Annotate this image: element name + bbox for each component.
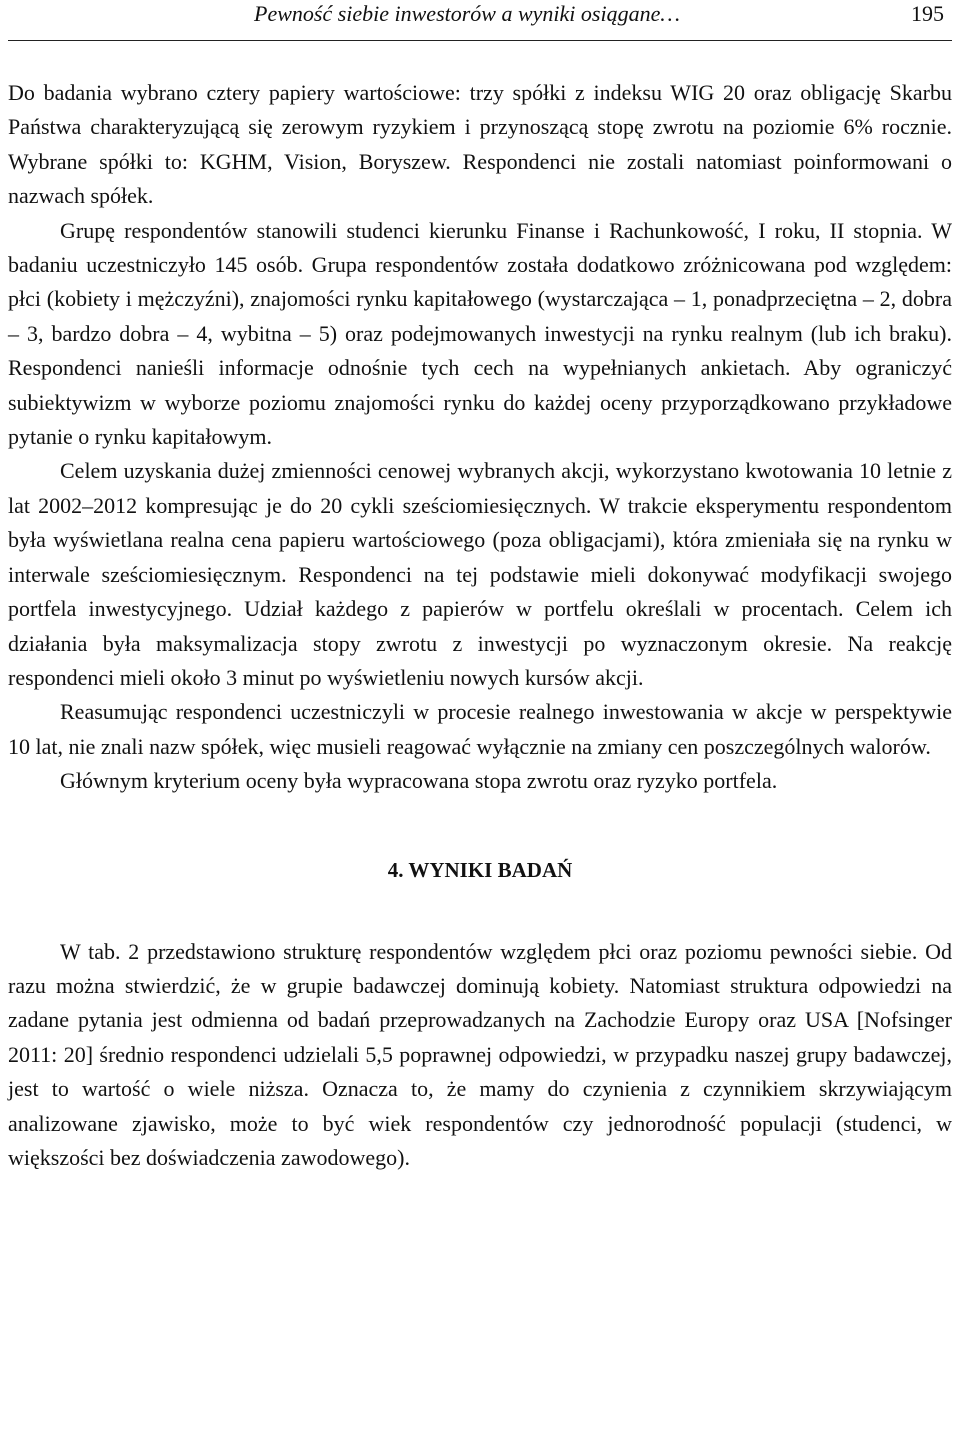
section-heading: 4. WYNIKI BADAŃ (387, 857, 573, 882)
running-header (8, 0, 952, 41)
body-text (8, 76, 952, 1175)
paragraph: Reasumując respondenci uczestniczyli w procesie realnego inwestowania w akcje w perspektywie 10 lat, nie znali nazw spółek, więc musieli reagować wyłącznie na zmiany cen poszczególnych walorów. (8, 699, 952, 759)
paragraph: Głównym kryterium oceny była wypracowana stopa zwrotu oraz ryzyko portfela. (60, 768, 778, 794)
paragraph: Grupę respondentów stanowili studenci kierunku Finanse i Rachunkowość, I roku, II stopnia. W badaniu uczestniczyło 145 osób. Grupa respondentów została dodatkowo zróżnicowana pod względem: płci (kobiety i mężczyźni), znajomości rynku kapitałowego (wystarczająca – 1, ponadprzeciętna – 2, dobra – 3, bardzo dobra – 4, wybitna – 5) oraz podejmowanych inwestycji na rynku realnym (lub ich braku). Respondenci nanieśli informacje odnośnie tych cech na wypełnianych ankietach. Aby ograniczyć subiektywizm w wyborze poziomu znajomości rynku do każdej oceny przyporządkowano przykładowe pytanie o rynku kapitałowym. (8, 217, 952, 450)
paragraph: Do badania wybrano cztery papiery wartościowe: trzy spółki z indeksu WIG 20 oraz obligację Skarbu Państwa charakteryzującą się zerowym ryzykiem i przynoszącą stopę zwrotu na poziomie 6% rocznie. Wybrane spółki to: KGHM, Vision, Boryszew. Respondenci nie zostali natomiast poinformowani o nazwach spółek. (8, 80, 952, 209)
paragraph: W tab. 2 przedstawiono strukturę respondentów względem płci oraz poziomu pewności siebie. Od razu można stwierdzić, że w grupie badawczej dominują kobiety. Natomiast struktura odpowiedzi na zadane pytania jest odmienna od badań przeprowadzanych na Zachodzie Europy oraz USA [Nofsinger 2011: 20] średnio respondenci udzielali 5,5 poprawnej odpowiedzi, w przypadku naszej grupy badawczej, jest to wartość o wiele niższa. Oznacza to, że mamy do czynienia z czynnikiem skrzywiającym analizowane zjawisko, może to być wiek respondentów czy jednorodność populacji (studenci, w większości bez doświadczenia zawodowego). (8, 938, 952, 1170)
page-number: 195 (911, 1, 944, 26)
paragraph: Celem uzyskania dużej zmienności cenowej wybranych akcji, wykorzystano kwotowania 10 letnie z lat 2002–2012 kompresując je do 20 cykli sześciomiesięcznych. W trakcie eksperymentu respondentom była wyświetlana realna cena papieru wartościowego (poza obligacjami), która zmieniała się na rynku w interwale sześciomiesięcznym. Respondenci na tej podstawie mieli dokonywać modyfikacji swojego portfela inwestycyjnego. Udział każdego z papierów w portfelu określali w procentach. Celem ich działania była maksymalizacja stopy zwrotu z inwestycji po wyznaczonym okresie. Na reakcję respondenci mieli około 3 minut po wyświetleniu nowych kursów akcji. (8, 458, 952, 690)
running-title: Pewność siebie inwestorów a wyniki osiągane… (254, 1, 680, 26)
